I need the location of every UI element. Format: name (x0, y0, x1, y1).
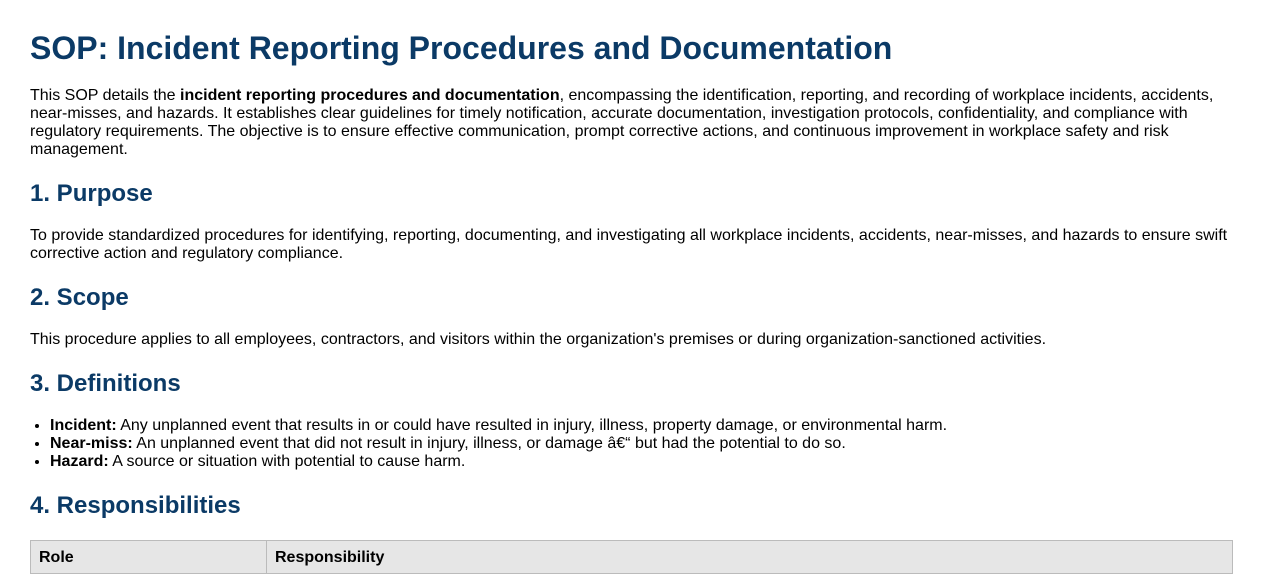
definition-text: Any unplanned event that results in or could have resulted in injury, illness, property damage, or environmental harm. (116, 417, 948, 434)
definition-text: A source or situation with potential to cause harm. (108, 453, 466, 470)
definition-text: An unplanned event that did not result in injury, illness, or damage â€“ but had the potential to do so. (132, 435, 846, 452)
intro-text-pre: This SOP details the (30, 87, 180, 104)
intro-text-bold: incident reporting procedures and documentation (180, 87, 560, 104)
responsibilities-table (30, 540, 1233, 574)
section-heading-purpose: 1. Purpose (30, 180, 153, 207)
definition-term: Near-miss: (50, 435, 133, 452)
purpose-paragraph: To provide standardized procedures for identifying, reporting, documenting, and investigating all workplace incidents, accidents, near-misses, and hazards to ensure swift corrective action and regulatory compliance. (30, 227, 1228, 262)
intro-text-post: , encompassing the identification, reporting, and recording of workplace incidents, accidents, near-misses, and hazards. It establishes clear guidelines for timely notification, accurate documentation, investigation protocols, confidentiality, and compliance with regulatory requirements. The objective is to ensure effective communication, prompt corrective actions, and continuous improvement in workplace safety and risk management. (30, 87, 1214, 158)
table-header-role: Role (31, 541, 267, 574)
definition-item-hazard (50, 453, 947, 471)
page-title: SOP: Incident Reporting Procedures and Documentation (30, 30, 893, 66)
definitions-list (30, 417, 947, 471)
table-header-row (31, 541, 1233, 574)
scope-paragraph: This procedure applies to all employees, contractors, and visitors within the organization's premises or during organization-sanctioned activities. (30, 331, 1047, 348)
definition-item-incident (50, 417, 947, 435)
table-header-responsibility: Responsibility (267, 541, 1233, 574)
section-heading-definitions: 3. Definitions (30, 370, 181, 397)
definition-term: Incident: (50, 417, 117, 434)
intro-paragraph (30, 87, 1233, 159)
definition-item-near-miss (50, 435, 947, 453)
section-heading-scope: 2. Scope (30, 284, 129, 311)
section-heading-responsibilities: 4. Responsibilities (30, 492, 241, 519)
definition-term: Hazard: (50, 453, 109, 470)
